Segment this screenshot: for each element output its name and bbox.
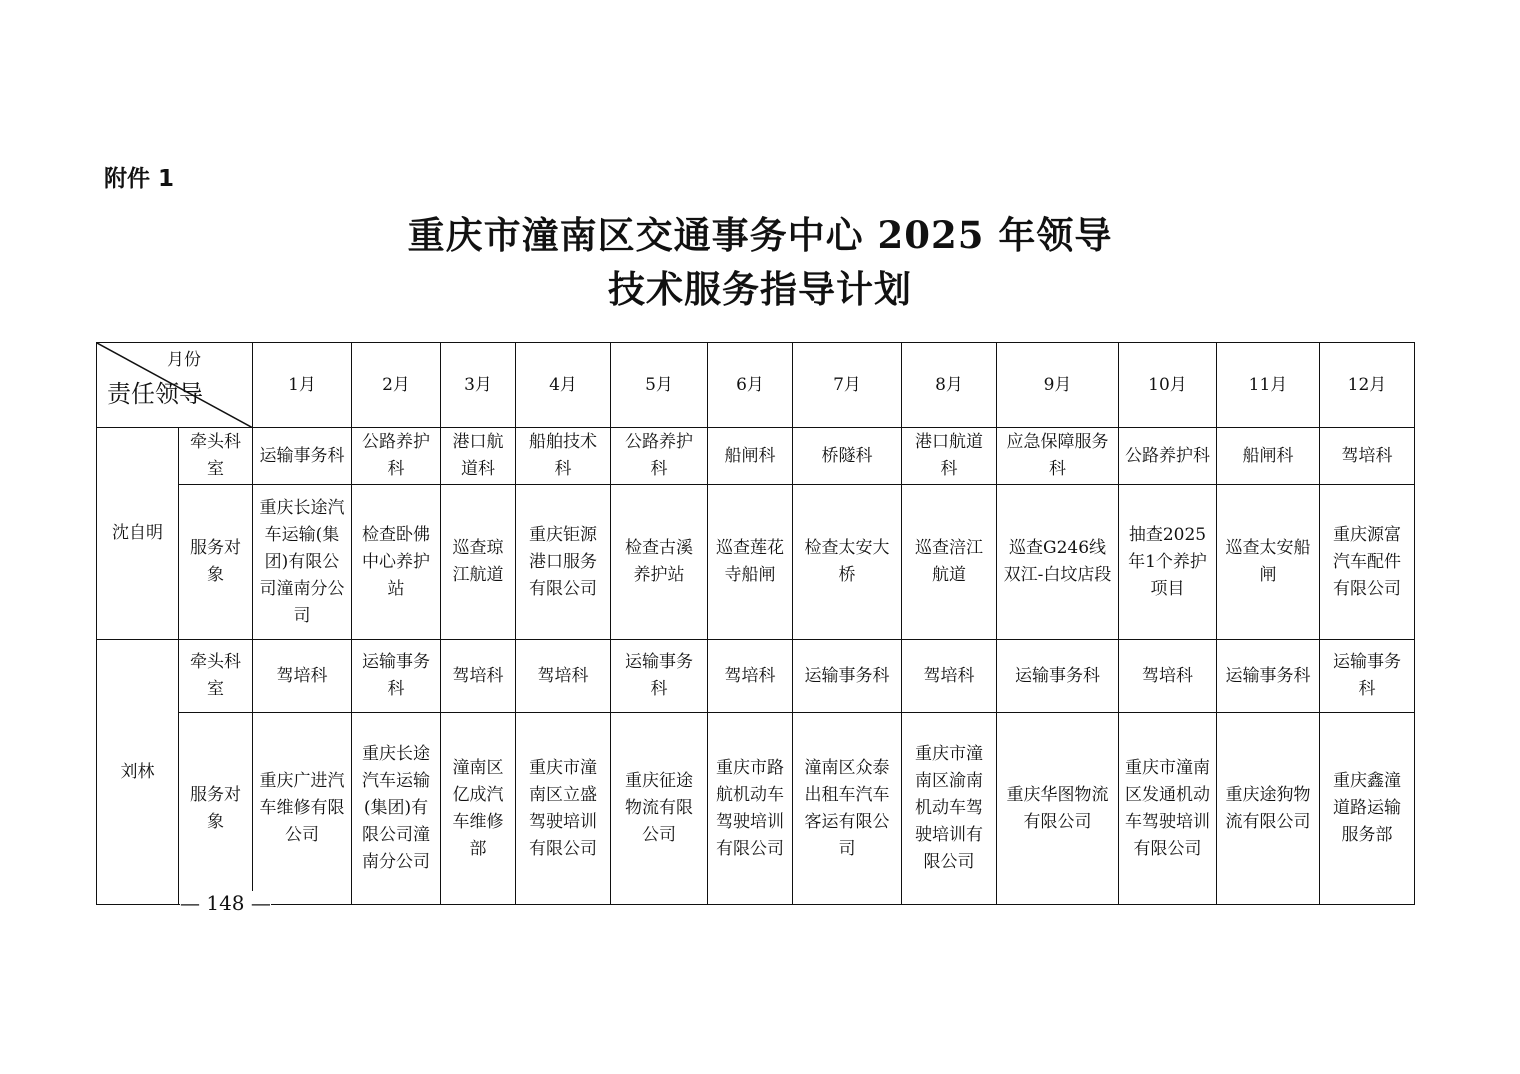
plan-table xyxy=(96,342,1415,905)
target-cell: 重庆长途汽车运输(集团)有限公司潼南分公司 xyxy=(253,485,352,640)
dept-cell: 运输事务科 xyxy=(253,428,352,485)
dept-cell: 驾培科 xyxy=(902,640,997,713)
month-header: 4月 xyxy=(516,343,611,428)
row-label-dept: 牵头科室 xyxy=(179,640,253,713)
month-header: 3月 xyxy=(441,343,516,428)
document-title-line1: 重庆市潼南区交通事务中心 2025 年领导 xyxy=(407,213,1113,257)
target-cell: 重庆长途汽车运输(集团)有限公司潼南分公司 xyxy=(352,713,441,905)
dept-cell: 运输事务科 xyxy=(352,640,441,713)
target-cell: 重庆市潼南区发通机动车驾驶培训有限公司 xyxy=(1119,713,1217,905)
dept-cell: 公路养护科 xyxy=(352,428,441,485)
target-cell: 巡查涪江航道 xyxy=(902,485,997,640)
leader1-target-row xyxy=(97,485,1415,640)
target-cell: 重庆市路航机动车驾驶培训有限公司 xyxy=(708,713,793,905)
target-cell: 重庆途狗物流有限公司 xyxy=(1217,713,1320,905)
target-cell: 潼南区亿成汽车维修部 xyxy=(441,713,516,905)
dept-cell: 驾培科 xyxy=(441,640,516,713)
dept-cell: 驾培科 xyxy=(253,640,352,713)
target-cell: 重庆源富汽车配件有限公司 xyxy=(1320,485,1415,640)
dept-cell: 运输事务科 xyxy=(997,640,1119,713)
month-header: 10月 xyxy=(1119,343,1217,428)
dept-cell: 驾培科 xyxy=(1119,640,1217,713)
dept-cell: 驾培科 xyxy=(516,640,611,713)
month-header: 12月 xyxy=(1320,343,1415,428)
target-cell: 重庆华图物流有限公司 xyxy=(997,713,1119,905)
dept-cell: 驾培科 xyxy=(1320,428,1415,485)
target-cell: 重庆市潼南区立盛驾驶培训有限公司 xyxy=(516,713,611,905)
row-label-target: 服务对象 xyxy=(179,713,253,905)
target-cell: 检查太安大桥 xyxy=(793,485,902,640)
document-title-line2: 技术服务指导计划 xyxy=(608,267,912,311)
dept-cell: 桥隧科 xyxy=(793,428,902,485)
target-cell: 重庆钜源港口服务有限公司 xyxy=(516,485,611,640)
target-cell: 重庆广进汽车维修有限公司 xyxy=(253,713,352,905)
month-header: 8月 xyxy=(902,343,997,428)
month-header: 1月 xyxy=(253,343,352,428)
dept-cell: 运输事务科 xyxy=(793,640,902,713)
page-number: — 148 — xyxy=(180,891,271,915)
dept-cell: 船闸科 xyxy=(1217,428,1320,485)
corner-leader-label: 责任领导 xyxy=(107,380,203,408)
month-header: 11月 xyxy=(1217,343,1320,428)
attachment-label: 附件 1 xyxy=(104,166,175,192)
dept-cell: 应急保障服务科 xyxy=(997,428,1119,485)
target-cell: 抽查2025年1个养护项目 xyxy=(1119,485,1217,640)
month-header: 7月 xyxy=(793,343,902,428)
dept-cell: 公路养护科 xyxy=(611,428,708,485)
dept-cell: 运输事务科 xyxy=(611,640,708,713)
row-label-target: 服务对象 xyxy=(179,485,253,640)
target-cell: 检查卧佛中心养护站 xyxy=(352,485,441,640)
dept-cell: 船闸科 xyxy=(708,428,793,485)
target-cell: 巡查琼江航道 xyxy=(441,485,516,640)
month-header: 9月 xyxy=(997,343,1119,428)
target-cell: 巡查太安船闸 xyxy=(1217,485,1320,640)
target-cell: 重庆征途物流有限公司 xyxy=(611,713,708,905)
corner-month-label: 月份 xyxy=(167,350,201,370)
leader1-dept-row xyxy=(97,428,1415,485)
dept-cell: 运输事务科 xyxy=(1217,640,1320,713)
leader-name-cell: 刘林 xyxy=(97,640,179,905)
month-header: 6月 xyxy=(708,343,793,428)
dept-cell: 运输事务科 xyxy=(1320,640,1415,713)
dept-cell: 公路养护科 xyxy=(1119,428,1217,485)
leader2-target-row xyxy=(97,713,1415,905)
target-cell: 巡查G246线双江-白坟店段 xyxy=(997,485,1119,640)
leader2-dept-row xyxy=(97,640,1415,713)
target-cell: 巡查莲花寺船闸 xyxy=(708,485,793,640)
target-cell: 重庆鑫潼道路运输服务部 xyxy=(1320,713,1415,905)
corner-header-cell xyxy=(97,343,253,428)
dept-cell: 港口航道科 xyxy=(902,428,997,485)
dept-cell: 船舶技术科 xyxy=(516,428,611,485)
month-header: 2月 xyxy=(352,343,441,428)
dept-cell: 港口航道科 xyxy=(441,428,516,485)
dept-cell: 驾培科 xyxy=(708,640,793,713)
header-row xyxy=(97,343,1415,428)
month-header: 5月 xyxy=(611,343,708,428)
target-cell: 潼南区众泰出租车汽车客运有限公司 xyxy=(793,713,902,905)
row-label-dept: 牵头科室 xyxy=(179,428,253,485)
target-cell: 检查古溪养护站 xyxy=(611,485,708,640)
leader-name-cell: 沈自明 xyxy=(97,428,179,640)
target-cell: 重庆市潼南区渝南机动车驾驶培训有限公司 xyxy=(902,713,997,905)
